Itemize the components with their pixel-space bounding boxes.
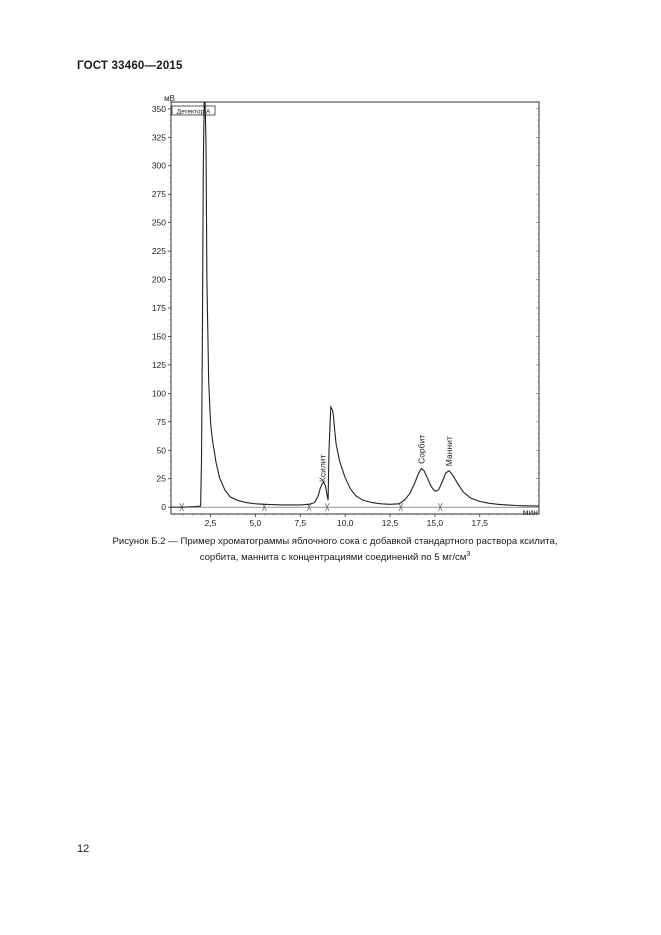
peak-annotations [318,435,455,482]
legend-label: Детектор А [176,108,211,116]
caption-line-2 [100,549,570,565]
y-tick-label-75: 75 [156,416,166,427]
y-tick-label-200: 200 [151,274,166,285]
y-tick-label-250: 250 [151,217,166,228]
x-tick-label-7.5: 7,5 [294,518,307,528]
x-tick-label-2.5: 2,5 [204,518,217,528]
plot-frame [171,102,539,514]
y-tick-label-0: 0 [161,502,166,513]
x-tick-label-10: 10,0 [336,518,354,528]
figure-caption [100,536,570,564]
caption-line-1: Рисунок Б.2 — Пример хроматограммы яблочного сока с добавкой стандартного раствора ксилита, [112,536,558,547]
x-tick-label-12.5: 12,5 [381,518,399,528]
y-tick-label-300: 300 [151,160,166,171]
y-tick-label-150: 150 [151,331,166,342]
document-header: ГОСТ 33460—2015 [77,60,183,72]
x-axis-ticks [175,514,534,528]
y-tick-label-175: 175 [151,303,166,313]
x-tick-label-17.5: 17,5 [471,518,489,528]
peak-label-0: Ксилит [317,454,328,483]
caption-superscript: 3 [466,550,471,558]
caption-line-2-text: сорбита, маннита с концентрациями соединений по 5 мг/см [199,551,467,563]
x-axis-label: мин [522,507,538,517]
y-tick-label-125: 125 [151,359,166,370]
page-number: 12 [77,843,90,855]
y-tick-label-225: 225 [151,246,166,257]
y-axis-label: мВ [164,94,175,103]
y-tick-label-325: 325 [151,132,166,143]
y-tick-label-25: 25 [156,473,166,484]
detector-signal-line [171,103,539,507]
y-tick-label-275: 275 [151,189,166,200]
y-axis-ticks [152,104,171,512]
y-tick-label-100: 100 [151,388,166,399]
y-tick-label-50: 50 [156,445,166,456]
peak-label-1: Сорбит [416,434,427,464]
legend-box [172,106,215,116]
y-tick-label-350: 350 [151,103,166,114]
peak-label-2: Маннит [444,436,455,467]
x-tick-label-5: 5,0 [249,518,262,528]
x-tick-label-15: 15,0 [426,518,444,528]
